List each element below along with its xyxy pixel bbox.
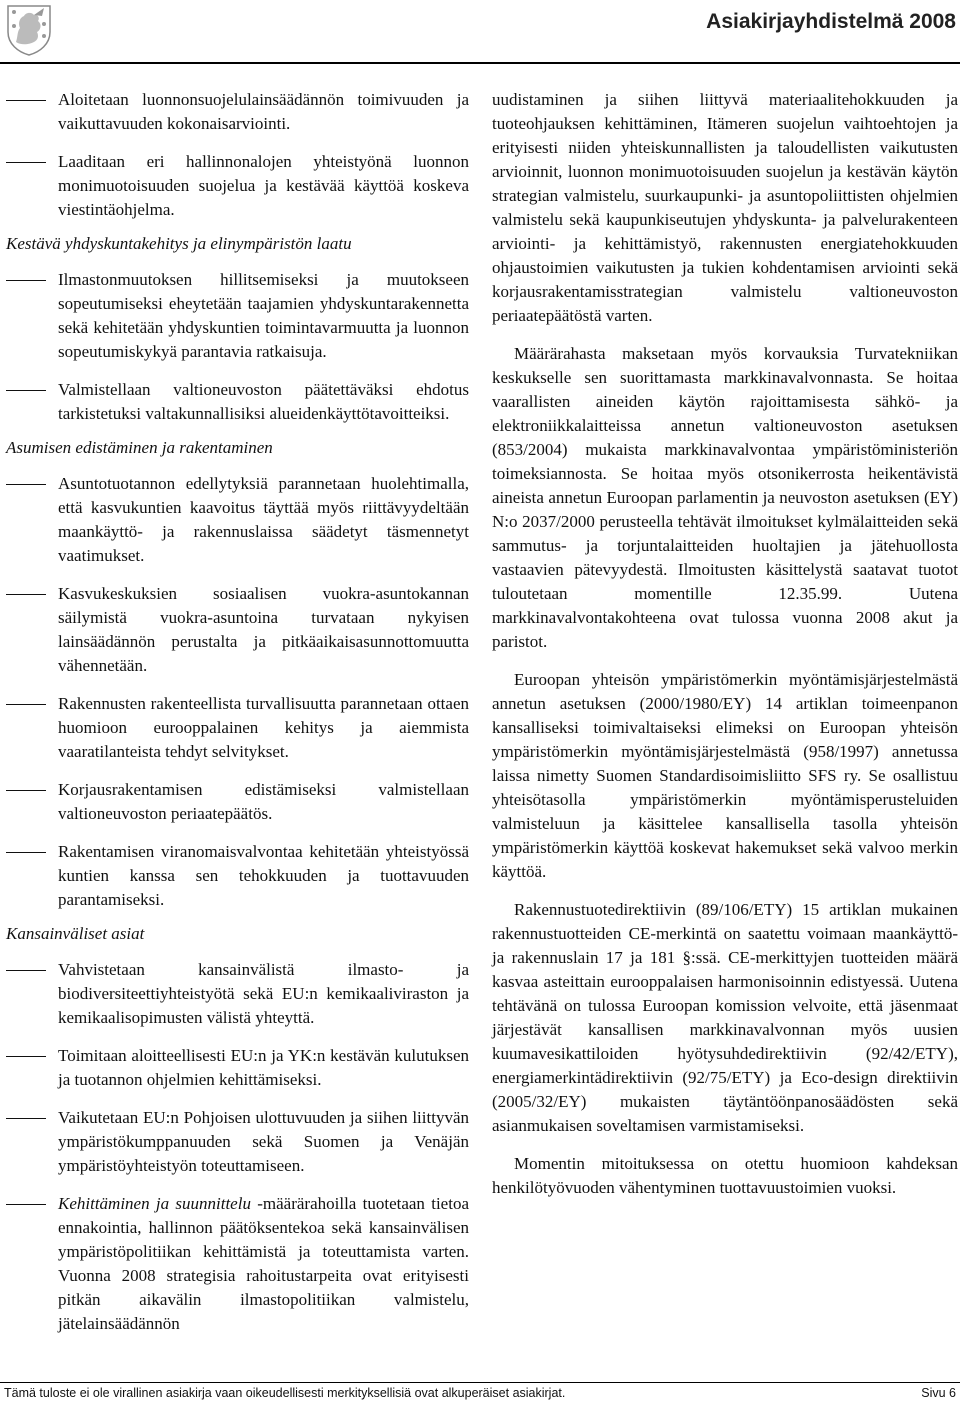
page-header — [0, 0, 960, 62]
dash-bullet — [6, 1056, 46, 1057]
section-heading: Asumisen edistäminen ja rakentaminen — [6, 438, 273, 457]
dash-bullet — [6, 484, 46, 485]
list-item: Ilmastonmuutoksen hillitsemiseksi ja muutokseen sopeutumiseksi eheytetään taajamien yhdyskuntarakennetta sekä kehitetään yhdyskuntien toimintavarmuutta ja luonnon sopeutumiskykyä parantavia ratkaisuja. — [6, 268, 469, 364]
paragraph: Rakennustuotedirektiivin (89/106/ETY) 15 artiklan mukainen rakennustuotteiden CE-merkintä on saatettu voimaan maankäyttö- ja rakennuslain 17 ja 181 §:ssä. CE-merkittyjen tuotteiden määrä kasvaa asteittain eurooppalaisen harmonisoinnin edistyessä. Uutena tehtävänä on tulossa Euroopan komission velvoite, että jäsenmaat järjestävät kansallisen markkinavalvonnan myös uusien kuumavesikattiloiden hyötysuhdedirektiivin (92/42/ETY), energiamerkintädirektiivin (92/75/ETY) ja Eco-design direktiivin (2005/32/EY) mukaisten täytäntöönpanosäädösten sekä asianmukaisen soveltamisen varmistamiseksi. — [492, 900, 958, 1135]
dash-bullet — [6, 594, 46, 595]
dash-bullet — [6, 852, 46, 853]
dash-bullet — [6, 100, 46, 101]
list-item: Vaikutetaan EU:n Pohjoisen ulottuvuuden ja siihen liittyvän ympäristökumppanuuden sekä Suomen ja Venäjän ympäristöyhteistyön toteuttamiseen. — [6, 1106, 469, 1178]
paragraph: Määrärahasta maksetaan myös korvauksia Turvatekniikan keskukselle sen suorittamasta markkinavalvonnasta. Se hoitaa vaarallisten aineiden käytön rajoittamisesta sähkö- ja elektroniikkalaitteissa annetun valtioneuvoston asetuksen (853/2004) mukaista markkinavalvontaa ympäristöministeriön toimeksiannosta. Se hoitaa myös otsonikerrosta heikentävistä aineista annetun Euroopan parlamentin ja neuvoston asetuksen (EY) N:o 2037/2000 perusteella tehtävät ilmoitukset kylmälaitteiden sekä sammutus- ja torjuntalaitteiden huoltajien ja jätehuollosta vastaavien pätevyydestä. Ilmoitusten käsittelystä saatavat tuotot tuloutetaan momentille 12.35.99. Uutena markkinavalvontakohteena ovat tulossa vuonna 2008 akut ja paristot. — [492, 344, 958, 651]
list-item: Rakentamisen viranomaisvalvontaa kehitetään yhteistyössä kuntien kanssa sen tehokkuuden ja tuottavuuden parantamiseksi. — [6, 840, 469, 912]
list-item: Vahvistetaan kansainvälistä ilmasto- ja biodiversiteettiyhteistyötä sekä EU:n kemikaaliviraston ja kemikaalisopimusten välistä yhteyttä. — [6, 958, 469, 1030]
left-column — [6, 88, 469, 1336]
list-item: Rakennusten rakenteellista turvallisuutta parannetaan ottaen huomioon eurooppalainen kehitys ja aiemmista vaaratilanteista tehdyt selvitykset. — [6, 692, 469, 764]
dash-bullet — [6, 970, 46, 971]
dash-bullet — [6, 390, 46, 391]
dash-bullet — [6, 1204, 46, 1205]
list-item: Aloitetaan luonnonsuojelulainsäädännön toimivuuden ja vaikuttavuuden kokonaisarviointi. — [6, 88, 469, 136]
paragraph: uudistaminen ja siihen liittyvä materiaalitehokkuuden ja tuoteohjauksen kehittäminen, Itämeren suojelun vaihtoehtojen ja erityisesti niiden yhteiskunnallisten ja taloudellisten vaikutusten arvioinnit, luonnon monimuotoisuuden suojelun ja kestävän käytön strategian valmistelu, suurkaupunki- ja asuntopoliittisten ohjelmien valmistelu sekä kaupunkiseutujen yhdyskunta- ja palvelurakenteen arviointi- ja kehittämistyö, rakennusten energiatehokkuuden ohjaustoimien vaikutusten ja tukien kohdentamisen arviointi sekä korjausrakentamisstrategian valmistelu valtioneuvoston periaatepäätöstä varten. — [492, 90, 958, 325]
list-item: Korjausrakentamisen edistämiseksi valmistellaan valtioneuvoston periaatepäätös. — [6, 778, 469, 826]
lion-coat-of-arms-icon — [4, 2, 54, 56]
header-divider — [0, 62, 960, 64]
right-column — [492, 88, 958, 1200]
list-item: Kasvukeskuksien sosiaalisen vuokra-asuntokannan säilymistä vuokra-asuntoina turvataan nykyisen lainsäädännön perustalta ja pitkäaikaisasunnottomuutta vähennetään. — [6, 582, 469, 678]
footer-divider — [0, 1382, 960, 1383]
document-title: Asiakirjayhdistelmä 2008 — [706, 10, 956, 33]
paragraph: Momentin mitoituksessa on otettu huomioon kahdeksan henkilötyövuoden vähentyminen tuottavuustoimien vuoksi. — [492, 1154, 958, 1197]
list-item: Asuntotuotannon edellytyksiä parannetaan huolehtimalla, että kasvukuntien kaavoitus täyttää myös riittävyydeltään maankäyttö- ja rakennuslaissa säädetyt täsmennetyt vaatimukset. — [6, 472, 469, 568]
dash-bullet — [6, 162, 46, 163]
section-heading: Kansainväliset asiat — [6, 924, 145, 943]
footer-disclaimer: Tämä tuloste ei ole virallinen asiakirja vaan oikeudellisesti merkityksellisiä ovat alkuperäiset asiakirjat. — [4, 1386, 566, 1400]
list-item: Laaditaan eri hallinnonalojen yhteistyönä luonnon monimuotoisuuden suojelua ja kestävää käyttöä koskeva viestintäohjelma. — [6, 150, 469, 222]
list-item: Valmistellaan valtioneuvoston päätettäväksi ehdotus tarkistetuksi valtakunnallisiksi alueidenkäyttötavoitteiksi. — [6, 378, 469, 426]
section-heading: Kestävä yhdyskuntakehitys ja elinympäristön laatu — [6, 234, 352, 253]
paragraph: Euroopan yhteisön ympäristömerkin myöntämisjärjestelmästä annetun asetuksen (2000/1980/EY) 14 artiklan toimeenpanon kansalliseksi toimivaltaiseksi elimeksi on Euroopan yhteisön ympäristömerkin myöntämisjärjestelmästä (958/1997) annetussa laissa nimetty Suomen Standardisoimisliitto SFS ry. Se osallistuu yhteisötasolla ympäristömerkin myöntämisperusteluiden valmisteluun ja käsittelee kansallisella tasolla yhteisön ympäristömerkin käyttöä koskevat hakemukset sekä valvoo merkin käyttöä. — [492, 670, 958, 881]
page-number: Sivu 6 — [921, 1386, 956, 1400]
list-item: Toimitaan aloitteellisesti EU:n ja YK:n kestävän kulutuksen ja tuotannon ohjelmien kehittämiseksi. — [6, 1044, 469, 1092]
dash-bullet — [6, 704, 46, 705]
dash-bullet — [6, 790, 46, 791]
dash-bullet — [6, 280, 46, 281]
dash-bullet — [6, 1118, 46, 1119]
list-item: Kehittäminen ja suunnittelu -määrärahoilla tuotetaan tietoa ennakointia, hallinnon päätöksentekoa sekä kansainvälisen ympäristöpolitiikan kehittämistä ja toteuttamista varten. Vuonna 2008 strategisia rahoitustarpeita ovat erityisesti pitkän aikavälin ilmastopolitiikan valmistelu, jätelainsäädännön — [6, 1192, 469, 1336]
